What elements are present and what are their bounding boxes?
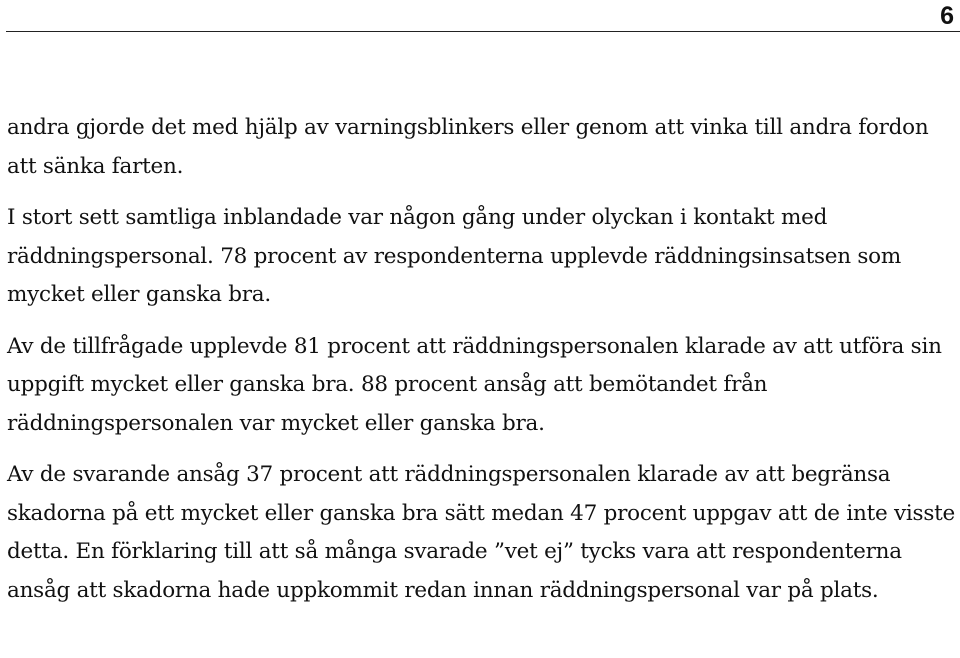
- header-rule: [6, 31, 960, 32]
- page-number: 6: [940, 2, 954, 30]
- paragraph-rescue-contact: I stort sett samtliga inblandade var någon gång under olyckan i kontakt med räddningspersonal. 78 procent av respondenterna upplevde räddningsinsatsen som mycket eller ganska bra.: [7, 205, 902, 307]
- document-body: [7, 109, 955, 610]
- paragraph-rescue-performance: Av de tillfrågade upplevde 81 procent att räddningspersonalen klarade av att utföra sin uppgift mycket eller ganska bra. 88 procent ansåg att bemötandet från räddningspersonalen var mycket eller ganska bra.: [7, 333, 942, 436]
- paragraph-damage-limitation: Av de svarande ansåg 37 procent att räddningspersonalen klarade av att begränsa skadorna på ett mycket eller ganska bra sätt medan 47 procent uppgav att de inte visste detta. En förklaring till att så många svarade ”vet ej” tycks vara att respondenterna ansåg att skadorna hade uppkommit redan innan räddningspersonal var på plats.: [7, 462, 955, 603]
- paragraph-continuation: andra gjorde det med hjälp av varningsblinkers eller genom att vinka till andra fordon att sänka farten.: [7, 115, 929, 179]
